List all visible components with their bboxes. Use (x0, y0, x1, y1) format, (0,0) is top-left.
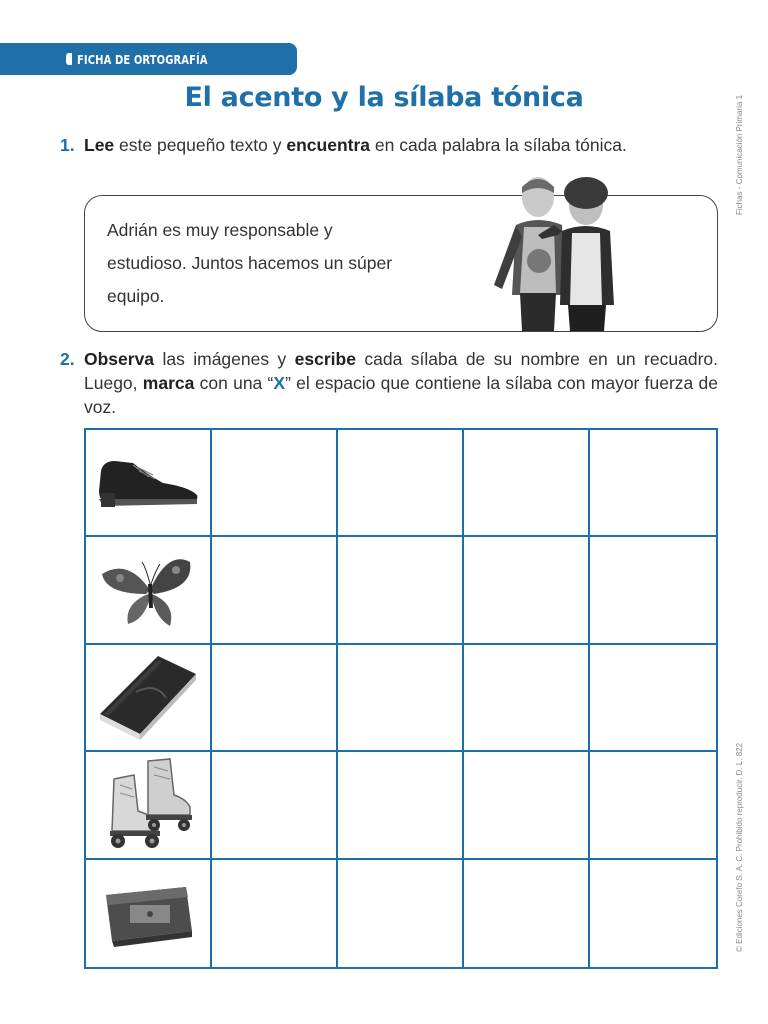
image-cell (86, 860, 212, 967)
text-span: este pequeño texto y (114, 135, 287, 155)
exercise-2-instruction (60, 347, 718, 419)
pencil-sharpener-icon (100, 875, 196, 951)
keyword-escribe: escribe (294, 349, 356, 369)
keyword-encuentra: encuentra (286, 135, 371, 155)
syllable-box[interactable] (590, 645, 716, 752)
tab-marker-icon (66, 53, 72, 65)
exercise-1-text (84, 133, 718, 157)
text-span: cada sílaba de su nombre en un recuadro. Luego, (84, 349, 718, 393)
syllable-box[interactable] (590, 752, 716, 859)
page-title: El acento y la sílaba tónica (184, 82, 584, 113)
syllable-box[interactable] (464, 752, 590, 859)
syllable-box[interactable] (212, 860, 338, 967)
syllable-box[interactable] (338, 752, 464, 859)
reading-passage: Adrián es muy responsable y estudioso. Juntos hacemos un súper equipo. (107, 220, 393, 306)
syllable-box[interactable] (338, 430, 464, 537)
text-span: las imágenes y (154, 349, 295, 369)
butterfly-icon (98, 548, 198, 632)
syllable-box[interactable] (212, 430, 338, 537)
exercise-2-number: 2. (60, 349, 75, 369)
syllable-box[interactable] (464, 645, 590, 752)
boy-left (494, 177, 566, 331)
keyword-lee: Lee (84, 135, 115, 155)
exercise-1-number: 1. (60, 135, 75, 155)
section-tab (0, 43, 297, 75)
boys-photo (458, 165, 628, 332)
keyword-observa: Observa (84, 349, 155, 369)
book-icon (96, 652, 200, 742)
syllable-box[interactable] (338, 537, 464, 644)
syllable-box[interactable] (464, 537, 590, 644)
image-cell (86, 752, 212, 859)
grid-row (86, 645, 716, 752)
syllable-box[interactable] (212, 537, 338, 644)
image-cell (86, 430, 212, 537)
side-caption-top: Fichas - Comunicación Primaria 1 (735, 94, 744, 215)
grid-row (86, 537, 716, 644)
syllable-box[interactable] (590, 430, 716, 537)
grid-row (86, 430, 716, 537)
syllable-box[interactable] (464, 860, 590, 967)
syllable-box[interactable] (590, 537, 716, 644)
x-mark: X (273, 373, 286, 393)
image-cell (86, 537, 212, 644)
section-tab-label: FICHA DE ORTOGRAFÍA (77, 51, 208, 67)
exercise-1-instruction (60, 133, 718, 157)
text-span: en cada palabra la sílaba tónica. (370, 135, 627, 155)
text-span: ” el espacio que contiene la sílaba con mayor fuerza de voz. (84, 373, 718, 417)
syllable-grid (84, 428, 718, 969)
syllable-box[interactable] (212, 752, 338, 859)
side-caption-copyright: © Ediciones Corefo S. A. C. Prohibido reproducir. D. L. 822 (735, 742, 744, 952)
syllable-box[interactable] (338, 645, 464, 752)
syllable-box[interactable] (464, 430, 590, 537)
keyword-marca: marca (142, 373, 195, 393)
text-span: con una “ (194, 373, 274, 393)
grid-row (86, 860, 716, 967)
roller-skates-icon (98, 755, 198, 855)
syllable-box[interactable] (338, 860, 464, 967)
image-cell (86, 645, 212, 752)
syllable-box[interactable] (212, 645, 338, 752)
grid-row (86, 752, 716, 859)
shoe-icon (93, 453, 203, 513)
syllable-box[interactable] (590, 860, 716, 967)
exercise-2-text (84, 347, 718, 419)
